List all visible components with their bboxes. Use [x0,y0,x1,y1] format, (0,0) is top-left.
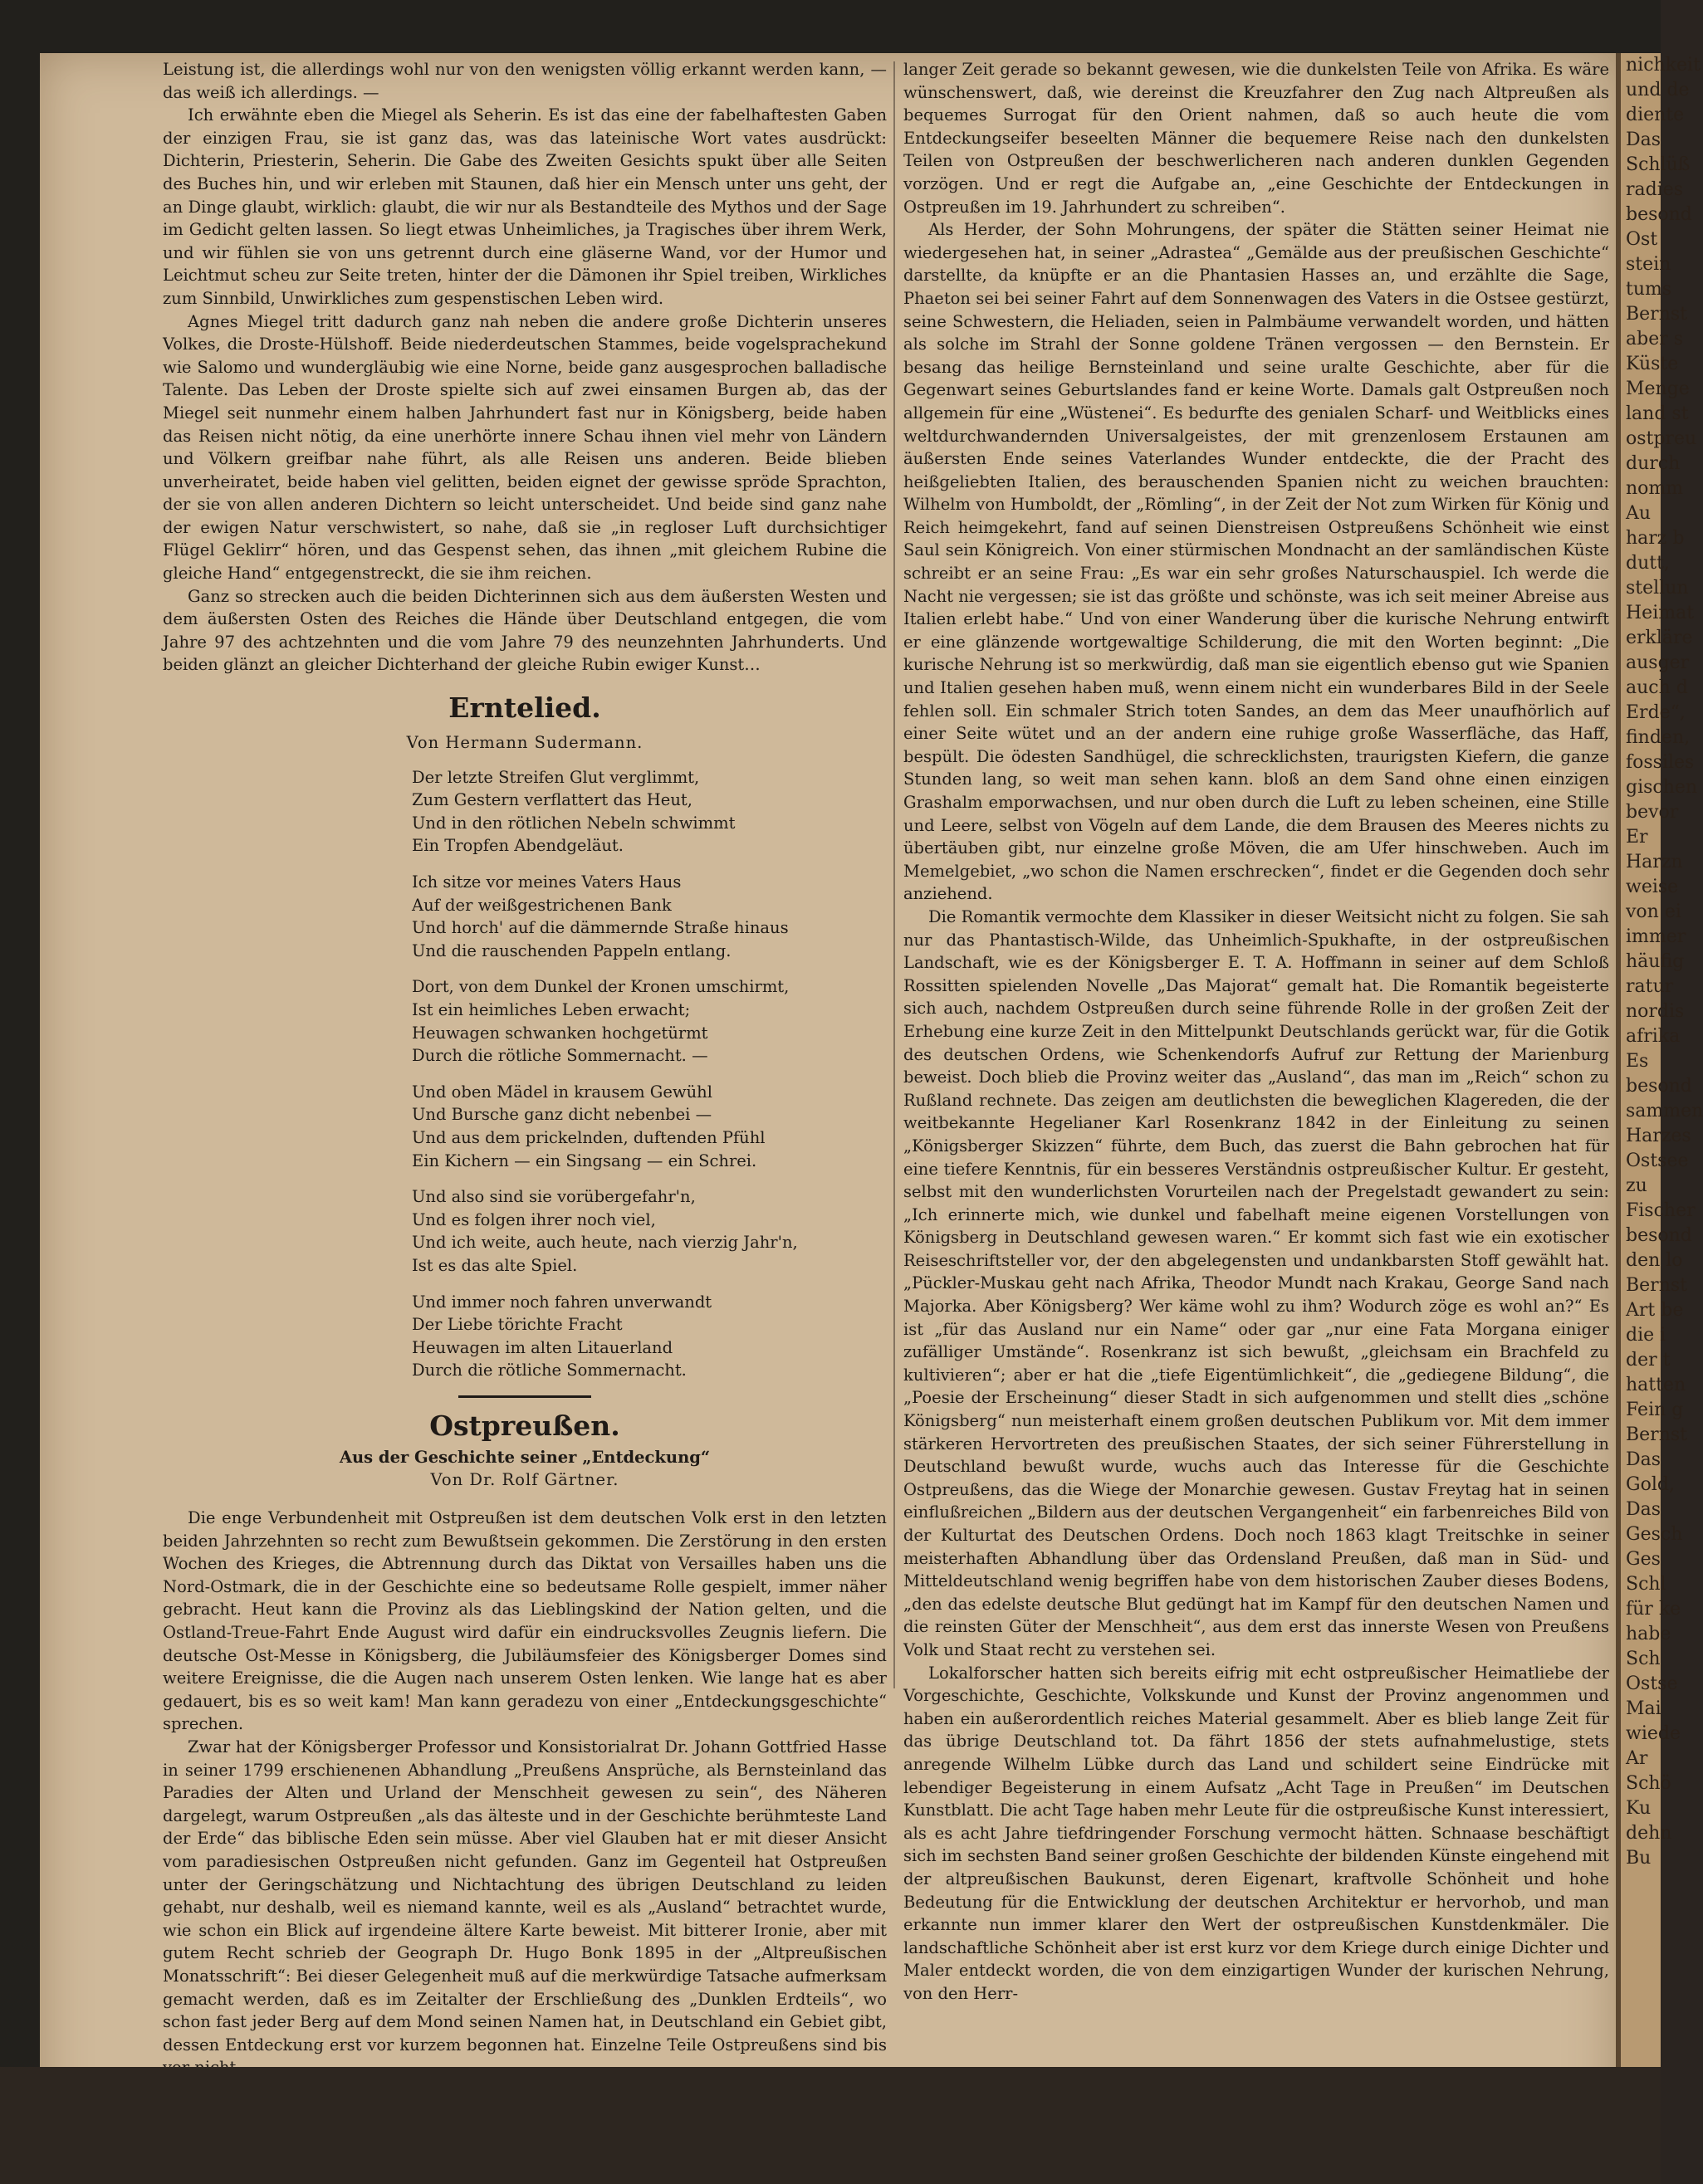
adjacent-page-fragment: besond [1626,204,1692,225]
adjacent-page-fragment: erkläre [1626,628,1693,648]
adjacent-page-fragment: Bernst [1626,304,1688,325]
adjacent-page-fragment: Gold, [1626,1474,1675,1495]
adjacent-page-fragment: Schlüß [1626,154,1691,175]
adjacent-page-fragment: habe [1626,1624,1671,1644]
adjacent-page-fragment: Art be [1626,1300,1684,1321]
adjacent-page-fragment: immer [1626,926,1686,947]
poem-line: Und also sind sie vorübergefahr'n, [412,1187,696,1207]
poem-line: Heuwagen im alten Litauerland [412,1337,673,1357]
poem-line: Und in den rötlichen Nebeln schwimmt [412,813,736,833]
poem-line: Ist es das alte Spiel. [412,1255,578,1275]
adjacent-page-fragment: wiede [1626,1723,1681,1744]
paragraph: Die Romantik vermochte dem Klassiker in dieser Weitsicht nicht zu folgen. Sie sah nur das Phantastisch-Wilde, das Unheimlich-Spukhafte, in der ostpreußischen Landschaft, wie es der Königsberger E. T. A. Hoffmann in seiner auf dem Schloß Rossitten spielenden Novelle „Das Majorat“ gemalt hat. Die Romantik begeisterte sich auch, nachdem Ostpreußen durch seine führende Rolle in der großen Zeit der Erhebung eine kurze Zeit in den Mittelpunkt Deutschlands gerückt war, für die Gotik des deutschen Ordens, wie Schenkendorfs Aufruf zur Rettung der Marienburg beweist. Doch blieb die Provinz weiter das „Ausland“, das man im „Reich“ schon zu Rußland rechnete. Das zeigen am deutlichsten die beweglichen Klagereden, die der weitbekannte Hegelianer Karl Rosenkranz 1842 in der Einleitung zu seinen „Königsberger Skizzen“ führte, dem Buch, das zuerst die Bahn gebrochen hat für eine tiefere Kenntnis, für ein besseres Verständnis ostpreußischer Kultur. Er gesteht, selbst mit den wunderlichsten Vorurteilen nach der Pregelstadt gewandert zu sein: „Ich erinnerte mich, wie dunkel und fabelhaft meine eigenen Vorstellungen von Königsberg in Deutschland gewesen waren.“ Er kommt sich fast wie ein exotischer Reiseschriftsteller vor, der den abgelegensten und undankbarsten Stoff gewählt hat. „Pückler-Muskau geht nach Afrika, Theodor Mundt nach Krakau, George Sand nach Majorka. Aber Königsberg? Wer käme wohl zu ihm? Wodurch zöge es wohl an?“ Es ist „für das Ausland nur ein Name“ oder gar „nur eine Fata Morgana einiger zufälliger Umstände“. Rosenkranz ist sich bewußt, „gleichsam ein Brachfeld zu kultivieren“; aber er hat die „tiefe Eigentümlichkeit“, die „gediegene Bildung“, die „Poesie der Erscheinung“ dieser Stadt in sich aufgenommen und stellt dies „schöne Königsberg“ nun meisterhaft einem großen deutschen Publikum vor. Mit dem immer stärkeren Hervortreten des preußischen Staates, der sich seiner Führerstellung in Deutschland bewußt wurde, wuchs auch das Interesse für die Geschichte Ostpreußens, das die Wiege der Monarchie gewesen. Gustav Freytag hat in seinen einflußreichen „Bildern aus der deutschen Vergangenheit“ ein farbenreiches Bild von der Kulturtat des Deutschen Ordens. Doch noch 1863 klagt Treitschke in seiner meisterhaften Abhandlung über das Ordensland Preußen, daß man in Süd- und Mitteldeutschland wenig begriffen habe von dem historischen Zauber dieses Bodens, „den das edelste deutsche Blut gedüngt hat im Kampf für den deutschen Namen und die reinsten Güter der Menschheit“, aus dem erst das innerste Wesen von Preußens Volk und Staat recht zu verstehen sei. [903,906,1609,1659]
adjacent-page-fragment: Sch [1626,1649,1661,1669]
article-subtitle: Aus der Geschichte seiner „Entdeckung“ [339,1447,711,1467]
adjacent-page-fragment: stellun [1626,578,1689,599]
adjacent-page-fragment: Küste [1626,354,1679,374]
poem-stanza [412,1291,887,1382]
poem-line: Auf der weißgestrichenen Bank [412,895,672,915]
adjacent-page-fragment: harz b [1626,528,1685,549]
adjacent-page-fragment: Mai [1626,1698,1661,1719]
adjacent-page-fragment: fossiles [1626,752,1695,773]
adjacent-page-fragment: Ku [1626,1798,1652,1819]
adjacent-page-fragment: für ke [1626,1599,1681,1620]
poem-erntelied [163,766,887,1382]
adjacent-page-fragment: nichkeit [1626,55,1701,76]
article-author: Von Dr. Rolf Gärtner. [430,1470,619,1490]
paragraph: langer Zeit gerade so bekannt gewesen, wie die dunkelsten Teile von Afrika. Es wäre wünschenswert, daß, wie dereinst die Kreuzfahrer den Zug nach Altpreußen als bequemes Surrogat für den Orient nahmen, daß so auch heute die vom Entdeckungseifer beseelten Männer die bequemere Reise nach den dunkelsten Teilen von Ostpreußen der beschwerlicheren nach anderen dunklen Gegenden vorzögen. Und er regt die Aufgabe an, „eine Geschichte der Entdeckungen in Ostpreußen im 19. Jahrhundert zu schreiben“. [903,60,1609,217]
adjacent-page-fragment: bevor [1626,802,1679,823]
adjacent-page-fragment: besond [1626,1076,1692,1097]
adjacent-page-fragment: hatten [1626,1375,1686,1395]
paragraph: Die enge Verbundenheit mit Ostpreußen ist dem deutschen Volk erst in den letzten beiden Jahrzehnten so recht zum Bewußtsein gekommen. Die Zerstörung in den ersten Wochen des Krieges, die Abtrennung durch das Diktat von Versailles haben uns die Nord-Ostmark, die in der Geschichte eine so bedeutsame Rolle gespielt, immer näher gebracht. Heut kann die Provinz als das Lieblingskind der Nation gelten, und die Ostland-Treue-Fahrt Ende August wird dafür ein eindrucksvolles Zeugnis liefern. Die deutsche Ost-Messe in Königsberg, die Jubiläumsfeier des Königsberger Domes sind weitere Ereignisse, die die Augen nach unserem Osten lenken. Wie lange hat es aber gedauert, bis es so weit kam! Man kann geradezu von einer „Entdeckungsgeschichte“ sprechen. [163,1508,887,1734]
adjacent-page-fragment: Bernst [1626,1424,1688,1445]
paragraph: Ganz so strecken auch die beiden Dichterinnen sich aus dem äußersten Westen und dem äußersten Osten des Reiches die Hände über Deutschland entgegen, die vom Jahre 97 des achtzehnten und die vom Jahre 79 des neunzehnten Jahrhunderts. Und beiden glänzt an gleicher Dichterhand der gleiche Rubin ewiger Kunst… [163,586,887,675]
poem-line: Ich sitze vor meines Vaters Haus [412,872,682,892]
adjacent-page-fragment: aber s [1626,329,1684,349]
adjacent-page-fragment: nordis [1626,1001,1685,1022]
paragraph: Leistung ist, die allerdings wohl nur von den wenigsten völlig erkannt werden kann, — das weiß ich allerdings. — [163,60,887,102]
poem-author: Von Hermann Sudermann. [406,733,644,753]
separator-rule [458,1395,591,1398]
paragraph: Lokalforscher hatten sich bereits eifrig mit echt ostpreußischer Heimatliebe der Vorgeschichte, Geschichte, Volkskunde und Kunst der Provinz angenommen und haben ein außerordentlich reiches Material gesammelt. Aber es blieb lange Zeit für das übrige Deutschland tot. Da fährt 1856 der stets aufnahmelustige, stets anregende Wilhelm Lübke durch das Land und schildert seine Eindrücke mit lebendiger Begeisterung in einem Aufsatz „Acht Tage in Preußen“ im Deutschen Kunstblatt. Die acht Tage haben mehr Leute für die ostpreußische Kunst interessiert, als es acht Jahre tiefdringender Forschung vermocht hätten. Schnaase beschäftigt sich im sechsten Band seiner großen Geschichte der bildenden Künste eingehend mit der altpreußischen Baukunst, deren Eigenart, kraftvolle Schönheit und hohe Bedeutung für die Entwicklung der deutschen Architektur er hervorhob, und man erkannte nun immer klarer den Wert der ostpreußischen Kunstdenkmäler. Die landschaftliche Schönheit aber ist erst kurz vor dem Kriege durch einige Dichter und Maler entdeckt worden, die von dem einzigartigen Wunder der kurischen Nehrung, von den Herr- [903,1663,1609,2003]
adjacent-page-fragment: Das [1626,1449,1661,1470]
poem-line: Und es folgen ihrer noch viel, [412,1209,656,1229]
adjacent-page-fragment: Erde“, [1626,702,1686,723]
adjacent-page-fragment: Es [1626,1051,1649,1072]
adjacent-page-fragment: der t [1626,1350,1671,1370]
poem-stanza [412,975,887,1067]
poem-line: Und ich weite, auch heute, nach vierzig Jahr'n, [412,1233,798,1253]
adjacent-page-fragment: Ost [1626,229,1658,250]
adjacent-page-fragment: Schö [1626,1773,1671,1794]
adjacent-page-fragment: Ges [1626,1549,1661,1570]
poem-stanza [412,766,887,857]
adjacent-page-fragment: Das [1626,129,1661,150]
poem-line: Dort, von dem Dunkel der Kronen umschirmt, [412,977,790,997]
adjacent-page-fragment: Gesch [1626,1524,1683,1545]
adjacent-page-fragment: von ei [1626,901,1681,922]
poem-line: Und Bursche ganz dicht nebenbei — [412,1105,712,1125]
adjacent-page-fragment: auch d [1626,677,1688,698]
poem-line: Und aus dem prickelnden, duftenden Pfühl [412,1127,766,1147]
paragraph: Agnes Miegel tritt dadurch ganz nah neben die andere große Dichterin unseres Volkes, die Droste-Hülshoff. Beide niederdeutschen Stammes, beide vogelsprachekund wie Salomo und wundergläubig wie eine Norne, beide ganz ausgesprochen balladische Talente. Das Leben der Droste spielte sich auf zwei einsamen Burgen ab, das der Miegel seit nunmehr einem halben Jahrhundert fast nur in Königsberg, beide haben das Reisen nicht nötig, da eine unerhörte innere Schau ihnen viel mehr von Ländern und Völkern greifbar nahe führt, als alle Reisen uns anderen. Beide blieben unverheiratet, beide haben viel gelitten, beiden eignet der gewisse spröde Sprachton, der sie von allen anderen Dichtern so leicht unterscheidet. Und beide sind ganz nahe der ewigen Natur verschwistert, so nahe, daß sie „in regloser Luft durchsichtiger Flügel Geklirr“ hören, und das Gespenst sehen, das ihnen „mit gleichem Rubine die gleiche Hand“ entgegenstreckt, die sie ihm reichen. [163,311,887,584]
poem-line: Zum Gestern verflattert das Heut, [412,790,692,810]
poem-line: Durch die rötliche Sommernacht. — [412,1046,708,1066]
adjacent-page-fragment: ausger [1626,652,1690,673]
poem-line: Ist ein heimliches Leben erwacht; [412,999,691,1019]
poem-stanza [412,1185,887,1277]
poem-line: Und die rauschenden Pappeln entlang. [412,941,732,960]
poem-stanza [412,871,887,962]
adjacent-page-fragment: tums [1626,279,1672,300]
adjacent-page-fragment: ostpreu [1626,428,1697,449]
adjacent-page-fragment: Schl [1626,1574,1666,1595]
right-column [903,58,1609,2005]
poem-line: Und horch' auf die dämmernde Straße hinaus [412,918,789,938]
adjacent-page-fragment: ratur [1626,976,1674,997]
poem-line: Der Liebe törichte Fracht [412,1315,623,1335]
poem-line: Ein Tropfen Abendgeläut. [412,836,624,856]
adjacent-page-fragment: finden, [1626,727,1691,748]
adjacent-page-fragment: Harzes [1626,1126,1691,1146]
poem-stanza [412,1081,887,1172]
poem-line: Heuwagen schwanken hochgetürmt [412,1023,708,1043]
adjacent-page-fragment: Fischer [1626,1200,1696,1221]
adjacent-page-fragment: sammen [1626,1101,1703,1121]
paragraph: Zwar hat der Königsberger Professor und Konsistorialrat Dr. Johann Gottfried Hasse in seiner 1799 erschienenen Abhandlung „Preußens Ansprüche, als Bernsteinland das Paradies der Alten und Urland der Menschheit gewesen zu sein“, des Näheren dargelegt, warum Ostpreußen „als das älteste und in der Geschichte berühmteste Land der Erde“ das biblische Eden sein müsse. Aber viel Glauben hat er mit dieser Ansicht vom paradiesischen Ostpreußen nicht gefunden. Ganz im Gegenteil hat Ostpreußen unter der Geringschätzung und Nichtachtung des übrigen Deutschland zu leiden gehabt, nur deshalb, weil es niemand kannte, weil es als „Ausland“ betrachtet wurde, wie schon ein Blick auf irgendeine ältere Karte beweist. Mit bitterer Ironie, aber mit gutem Recht schrieb der Geograph Dr. Hugo Bonk 1895 in der „Altpreußischen Monatsschrift“: Bei dieser Gelegenheit muß auf die merkwürdige Tatsache aufmerksam gemacht werden, daß es im Zeitalter der Erschließung des „Dunklen Erdteils“, wo schon fast jeder Berg auf dem Mond seinen Namen hat, in Deutschland ein Gebiet gibt, dessen Entdeckung erst vor kurzem begonnen hat. Einzelne Teile Ostpreußens sind bis [163,1737,887,2055]
miegel-essay-ending [163,58,887,677]
adjacent-page-fragment: die i [1626,1325,1666,1346]
paragraph: Als Herder, der Sohn Mohrungens, der später die Stätten seiner Heimat nie wiedergesehen hat, in seiner „Adrastea“ „Gemälde aus der preußischen Geschichte“ darstellte, da knüpfte er an die Phantasien Hasses an, und erzählte die Sage, Phaeton sei bei seiner Fahrt auf dem Sonnenwagen des Vaters in die Ostsee gestürzt, seine Schwestern, die Heliaden, seien in Palmbäume verwandelt worden, und hätten als solche im Strahl der Sonne goldene Tränen vergossen — den Bernstein. Er besang das heilige Bernsteinland und seine uralte Geschichte, aber für die Gegenwart seines Geburtslandes fand er keine Worte. Damals galt Ostpreußen noch allgemein für eine „Wüstenei“. Es bedurfte des genialen Scharf- und Weitblicks eines weltdurchwandernden Universalgeistes, der mit grenzenlosem Erstaunen am äußersten Ende seines Vaterlandes Wunder entdeckte, die der Pracht des heißgeliebten Italien, des berauschenden Spanien nicht zu weichen brauchten: Wilhelm von Humboldt, der „Römling“, in der Zeit der Not zum Wirken für König und Reich heimgekehrt, fand auf seinen Dienstreisen Ostpreußens Schönheit wie einst Saul sein Königreich. Von einer stürmischen Mondnacht an der samländischen Küste schreibt er an seine Frau: „Es war ein sehr großes Naturschauspiel. Ich werde die Nacht nie vergessen; sie ist das größte und schönste, was ich seit meiner Abreise aus Italien erlebt habe.“ Und von einer Wanderung über die kurische Nehrung entwirft er eine glänzende wortgewaltige Schilderung, die mit den Worten beginnt: „Die kurische Nehrung ist so merkwürdig, daß man sie eigentlich ebenso gut wie Spanien und Italien gesehen haben muß, wenn einem nicht ein wunderbares Bild in der Seele fehlen soll. Ein schmaler Strich toten Sandes, an dem das Meer unaufhörlich auf einer Seite wütet und an der andern eine ruhige große Wasserfläche, das Haff, bespült. Die ödesten Sandhügel, die schrecklichsten, traurigsten Kiefern, die ganze Stunden lang, so weit man sehen kann. bloß an dem Sand ohne einen einzigen Grashalm emporwachsen, und nur oben durch die Luft zu leben scheinen, eine Stille und Leere, selbst von Vögeln auf dem Lande, die dem Brausen des Meeres nichts zu übertäuben gibt, nur einzelne große Möven, die am Ufer hinschweben. Auch im Memelgebiet, „wo schon die Namen erschrecken“, findet er die Gegenden doch sehr anziehend. [903,220,1609,904]
paragraph: Ich erwähnte eben die Miegel als Seherin. Es ist das eine der fabelhaftesten Gaben der einzigen Frau, sie ist ganz das, was das lateinische Wort vates ausdrückt: Dichterin, Priesterin, Seherin. Die Gabe des Zweiten Gesichts spukt über alle Seiten des Buches hin, und wir erleben mit Staunen, daß hier ein Mensch unter uns geht, der an Dinge glaubt, wirklich: glaubt, die wir nur als Bestandteile des Mythos und der Sage im Gedicht gelten lassen. So liegt etwas Unheimliches, ja Tragisches über ihrem Werk, und wir fühlen sie von uns getrennt durch eine gläserne Wand, vor der Humor und Leichtmut scheu zur Seite treten, hinter der die Dämonen ihr Spiel treiben, Wirkliches zum Sinnbild, Unwirkliches zum gespenstischen Leben wird. [163,105,887,308]
adjacent-page-fragment: und de [1626,80,1690,100]
adjacent-page-fragment: diente [1626,105,1685,125]
adjacent-page-fragment: land st [1626,403,1689,424]
article-title: Ostpreußen. [429,1409,620,1442]
adjacent-page-fragment: häufig [1626,951,1685,972]
adjacent-page-fragment: Harzn [1626,852,1683,872]
poem-line: Der letzte Streifen Glut verglimmt, [412,767,700,787]
adjacent-page-fragment: Das [1626,1499,1661,1520]
poem-title: Erntelied. [448,691,601,725]
poem-line: Und immer noch fahren unverwandt [412,1292,712,1312]
scan-bottom-margin [0,2067,1661,2184]
adjacent-page-fragment: gischen [1626,777,1698,798]
adjacent-page-fragment: Fein g [1626,1400,1684,1420]
adjacent-page-fragment: Menge [1626,379,1690,399]
adjacent-page-fragment: nomm [1626,478,1684,499]
adjacent-page-fragment: afrika [1626,1026,1681,1047]
left-column [163,58,887,2079]
adjacent-page-fragment: durch [1626,453,1681,474]
adjacent-page-fragment: Bernst [1626,1275,1688,1296]
adjacent-page-fragment: radies [1626,179,1684,200]
adjacent-page-fragment: Er [1626,827,1648,848]
adjacent-page-fragment: stein [1626,254,1671,275]
adjacent-page-fragment: Au [1626,503,1652,524]
adjacent-page-fragment: Ar [1626,1748,1648,1769]
adjacent-page-edge [1616,53,1703,2184]
adjacent-page-fragment: weise [1626,877,1679,897]
adjacent-page-fragment: dutt, [1626,553,1670,574]
article-ostpreussen-body [163,1507,887,2079]
poem-line: Durch die rötliche Sommernacht. [412,1361,687,1380]
adjacent-page-fragment: Heimat [1626,603,1695,623]
adjacent-page-fragment: besond [1626,1225,1692,1246]
adjacent-page-fragment: Ostsee [1626,1151,1689,1171]
adjacent-page-fragment: zu [1626,1175,1647,1196]
adjacent-page-fragment: Bu [1626,1848,1652,1869]
adjacent-page-fragment: den lo [1626,1250,1683,1271]
poem-line: Und oben Mädel in krausem Gewühl [412,1082,712,1102]
poem-line: Ein Kichern — ein Singsang — ein Schrei. [412,1151,757,1170]
column-divider [893,61,895,1688]
adjacent-page-fragment: Ostse [1626,1673,1678,1694]
adjacent-page-fragment: dehn [1626,1823,1672,1844]
